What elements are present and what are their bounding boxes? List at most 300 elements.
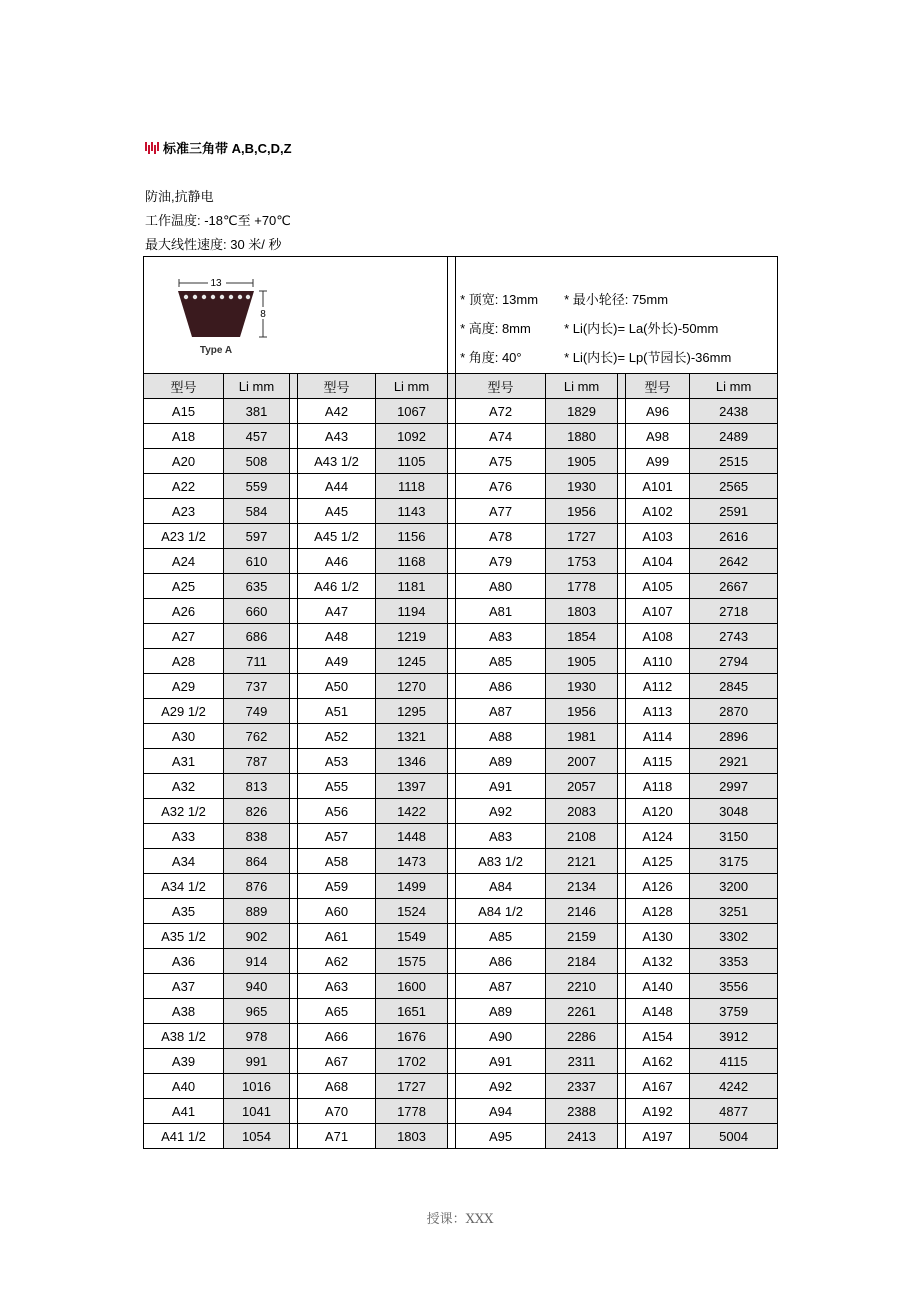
length-cell: 2337 [546,1074,618,1099]
model-cell: A80 [456,574,546,599]
column-separator [618,1099,626,1124]
column-separator [448,1099,456,1124]
model-cell: A42 [298,399,376,424]
length-cell: 2870 [690,699,778,724]
column-separator [290,499,298,524]
table-row [144,1124,778,1149]
model-cell: A41 [144,1099,224,1124]
model-cell: A85 [456,649,546,674]
column-separator [448,824,456,849]
column-separator [448,524,456,549]
column-separator [448,749,456,774]
model-cell: A52 [298,724,376,749]
length-cell: 1803 [376,1124,448,1149]
length-cell: 610 [224,549,290,574]
column-separator [290,799,298,824]
length-cell: 1295 [376,699,448,724]
model-cell: A114 [626,724,690,749]
length-cell: 1422 [376,799,448,824]
model-cell: A59 [298,874,376,899]
column-separator [448,574,456,599]
length-cell: 1905 [546,649,618,674]
length-cell: 3759 [690,999,778,1024]
column-separator [448,674,456,699]
length-cell: 686 [224,624,290,649]
model-cell: A110 [626,649,690,674]
specs-cell [456,257,778,374]
column-separator [290,1124,298,1149]
model-cell: A45 1/2 [298,524,376,549]
length-cell: 2007 [546,749,618,774]
model-cell: A103 [626,524,690,549]
length-cell: 1524 [376,899,448,924]
model-cell: A167 [626,1074,690,1099]
length-cell: 3251 [690,899,778,924]
model-cell: A38 [144,999,224,1024]
length-cell: 1321 [376,724,448,749]
column-separator [290,674,298,699]
length-cell: 1397 [376,774,448,799]
length-cell: 1194 [376,599,448,624]
column-separator [618,774,626,799]
length-cell: 762 [224,724,290,749]
length-cell: 1956 [546,499,618,524]
model-cell: A33 [144,824,224,849]
length-cell: 1270 [376,674,448,699]
table-row [144,524,778,549]
model-cell: A104 [626,549,690,574]
column-separator [618,374,626,399]
length-cell: 991 [224,1049,290,1074]
diagram-height-label: 8 [260,309,266,320]
diagram-caption: Type A [199,345,233,356]
table-row [144,799,778,824]
length-cell: 5004 [690,1124,778,1149]
model-cell: A66 [298,1024,376,1049]
model-cell: A78 [456,524,546,549]
length-cell: 2159 [546,924,618,949]
length-cell: 2515 [690,449,778,474]
column-separator [618,974,626,999]
header-model: 型号 [298,374,376,399]
length-cell: 4242 [690,1074,778,1099]
column-separator [290,549,298,574]
column-separator [290,874,298,899]
length-cell: 3048 [690,799,778,824]
length-cell: 2896 [690,724,778,749]
length-cell: 2438 [690,399,778,424]
model-cell: A27 [144,624,224,649]
model-cell: A83 1/2 [456,849,546,874]
column-separator [290,424,298,449]
length-cell: 2286 [546,1024,618,1049]
column-separator [618,399,626,424]
length-cell: 3302 [690,924,778,949]
feature-line: 防油,抗静电 [145,189,214,204]
length-cell: 1219 [376,624,448,649]
footer-text: 授课：XXX [426,1212,494,1227]
length-cell: 2997 [690,774,778,799]
column-separator [448,549,456,574]
model-cell: A87 [456,699,546,724]
length-cell: 2210 [546,974,618,999]
model-cell: A192 [626,1099,690,1124]
column-separator [290,1074,298,1099]
column-separator [290,1049,298,1074]
table-row [144,599,778,624]
length-cell: 1753 [546,549,618,574]
length-cell: 940 [224,974,290,999]
model-cell: A18 [144,424,224,449]
model-cell: A39 [144,1049,224,1074]
length-cell: 2134 [546,874,618,899]
column-separator [618,924,626,949]
model-cell: A28 [144,649,224,674]
column-separator [618,899,626,924]
column-separator [448,649,456,674]
length-cell: 914 [224,949,290,974]
model-cell: A41 1/2 [144,1124,224,1149]
header-li-mm: Li mm [690,374,778,399]
column-separator [290,374,298,399]
column-separator [448,499,456,524]
model-cell: A75 [456,449,546,474]
table-row [144,749,778,774]
length-cell: 3175 [690,849,778,874]
column-separator [290,949,298,974]
v-belt-cross-section-diagram [174,273,304,373]
model-cell: A65 [298,999,376,1024]
length-cell: 3556 [690,974,778,999]
table-row [144,924,778,949]
model-cell: A98 [626,424,690,449]
model-cell: A89 [456,999,546,1024]
model-cell: A23 1/2 [144,524,224,549]
model-cell: A36 [144,949,224,974]
model-cell: A140 [626,974,690,999]
length-cell: 826 [224,799,290,824]
column-separator [618,799,626,824]
model-cell: A101 [626,474,690,499]
model-cell: A35 [144,899,224,924]
length-cell: 1054 [224,1124,290,1149]
column-separator [290,524,298,549]
column-separator [618,1049,626,1074]
model-cell: A71 [298,1124,376,1149]
column-separator [618,674,626,699]
model-cell: A47 [298,599,376,624]
model-cell: A130 [626,924,690,949]
column-separator [618,449,626,474]
column-separator [448,474,456,499]
model-cell: A105 [626,574,690,599]
column-separator [448,1074,456,1099]
model-cell: A90 [456,1024,546,1049]
header-model: 型号 [144,374,224,399]
length-cell: 749 [224,699,290,724]
table-row [144,974,778,999]
column-separator [448,974,456,999]
model-cell: A96 [626,399,690,424]
model-cell: A79 [456,549,546,574]
model-cell: A91 [456,1049,546,1074]
column-separator [448,424,456,449]
column-separator [290,774,298,799]
column-separator [448,874,456,899]
model-cell: A24 [144,549,224,574]
length-cell: 1181 [376,574,448,599]
spec-top-width: * 顶宽: 13mm [460,292,539,307]
column-separator [448,599,456,624]
model-cell: A40 [144,1074,224,1099]
header-li-mm: Li mm [546,374,618,399]
model-cell: A34 [144,849,224,874]
length-cell: 1105 [376,449,448,474]
length-cell: 1778 [376,1099,448,1124]
length-cell: 1930 [546,474,618,499]
model-cell: A62 [298,949,376,974]
length-cell: 1041 [224,1099,290,1124]
model-cell: A124 [626,824,690,849]
model-cell: A83 [456,624,546,649]
model-cell: A31 [144,749,224,774]
column-separator [290,449,298,474]
length-cell: 3200 [690,874,778,899]
model-cell: A46 1/2 [298,574,376,599]
table-row [144,399,778,424]
model-cell: A44 [298,474,376,499]
column-separator [448,899,456,924]
table-row [144,724,778,749]
model-cell: A15 [144,399,224,424]
column-separator [448,624,456,649]
length-cell: 1168 [376,549,448,574]
model-cell: A95 [456,1124,546,1149]
model-cell: A55 [298,774,376,799]
table-row [144,424,778,449]
column-separator [448,374,456,399]
model-cell: A87 [456,974,546,999]
length-cell: 1549 [376,924,448,949]
table-row [144,674,778,699]
belt-spec-table [143,256,778,1149]
length-cell: 584 [224,499,290,524]
column-separator [618,1124,626,1149]
column-separator [448,449,456,474]
column-separator [618,424,626,449]
model-cell: A132 [626,949,690,974]
table-row [144,1074,778,1099]
column-separator [290,999,298,1024]
model-cell: A63 [298,974,376,999]
column-separator [618,599,626,624]
spec-min-pulley: * 最小轮径: 75mm [564,292,669,307]
model-cell: A43 [298,424,376,449]
length-cell: 978 [224,1024,290,1049]
column-separator [290,749,298,774]
model-cell: A34 1/2 [144,874,224,899]
model-cell: A32 [144,774,224,799]
length-cell: 965 [224,999,290,1024]
column-separator [290,974,298,999]
length-cell: 902 [224,924,290,949]
length-cell: 1803 [546,599,618,624]
model-cell: A86 [456,674,546,699]
length-cell: 1473 [376,849,448,874]
length-cell: 1905 [546,449,618,474]
length-cell: 3353 [690,949,778,974]
table-row [144,849,778,874]
length-cell: 1880 [546,424,618,449]
column-separator [618,999,626,1024]
model-cell: A29 1/2 [144,699,224,724]
column-separator [448,724,456,749]
model-cell: A81 [456,599,546,624]
model-cell: A51 [298,699,376,724]
model-cell: A35 1/2 [144,924,224,949]
header-model: 型号 [626,374,690,399]
length-cell: 2388 [546,1099,618,1124]
model-cell: A45 [298,499,376,524]
column-separator [448,1049,456,1074]
length-cell: 711 [224,649,290,674]
length-cell: 635 [224,574,290,599]
length-cell: 1016 [224,1074,290,1099]
length-cell: 1499 [376,874,448,899]
column-separator [448,999,456,1024]
column-separator [448,399,456,424]
length-cell: 1829 [546,399,618,424]
length-cell: 1727 [546,524,618,549]
length-cell: 1143 [376,499,448,524]
model-cell: A108 [626,624,690,649]
length-cell: 1778 [546,574,618,599]
table-row [144,699,778,724]
column-separator [618,849,626,874]
model-cell: A77 [456,499,546,524]
column-separator [290,599,298,624]
model-cell: A48 [298,624,376,649]
length-cell: 2794 [690,649,778,674]
length-cell: 2108 [546,824,618,849]
model-cell: A107 [626,599,690,624]
spec-li-lp: * Li(内长)= Lp(节园长)-36mm [564,350,732,365]
feature-line: 最大线性速度: 30 米/ 秒 [145,237,282,252]
bars-logo-icon [145,140,161,156]
model-cell: A76 [456,474,546,499]
length-cell: 660 [224,599,290,624]
length-cell: 1981 [546,724,618,749]
length-cell: 813 [224,774,290,799]
column-separator [618,824,626,849]
table-row [144,999,778,1024]
length-cell: 889 [224,899,290,924]
column-separator [290,399,298,424]
model-cell: A120 [626,799,690,824]
table-row [144,549,778,574]
table-row [144,1049,778,1074]
model-cell: A68 [298,1074,376,1099]
model-cell: A126 [626,874,690,899]
length-cell: 2057 [546,774,618,799]
table-row [144,949,778,974]
table-row [144,899,778,924]
table-header-row [144,374,778,399]
model-cell: A85 [456,924,546,949]
length-cell: 4877 [690,1099,778,1124]
column-separator [618,874,626,899]
column-separator [448,799,456,824]
model-cell: A37 [144,974,224,999]
column-separator [290,1099,298,1124]
diagram-top-width-label: 13 [210,278,222,289]
length-cell: 381 [224,399,290,424]
column-separator [290,574,298,599]
table-row [144,1024,778,1049]
model-cell: A38 1/2 [144,1024,224,1049]
length-cell: 1930 [546,674,618,699]
column-separator [448,699,456,724]
length-cell: 2413 [546,1124,618,1149]
length-cell: 2743 [690,624,778,649]
length-cell: 2146 [546,899,618,924]
model-cell: A70 [298,1099,376,1124]
model-cell: A102 [626,499,690,524]
column-separator [618,624,626,649]
length-cell: 2921 [690,749,778,774]
model-cell: A57 [298,824,376,849]
model-cell: A61 [298,924,376,949]
column-separator [290,649,298,674]
model-cell: A115 [626,749,690,774]
model-cell: A22 [144,474,224,499]
length-cell: 2718 [690,599,778,624]
table-row [144,624,778,649]
model-cell: A86 [456,949,546,974]
column-separator [448,774,456,799]
length-cell: 4115 [690,1049,778,1074]
length-cell: 1727 [376,1074,448,1099]
model-cell: A112 [626,674,690,699]
length-cell: 1092 [376,424,448,449]
spec-angle: * 角度: 40° [460,350,522,365]
column-separator [448,949,456,974]
column-separator [618,499,626,524]
length-cell: 1702 [376,1049,448,1074]
column-separator [618,699,626,724]
length-cell: 2261 [546,999,618,1024]
model-cell: A60 [298,899,376,924]
column-separator [290,624,298,649]
column-separator [290,699,298,724]
page-title [145,138,292,157]
column-separator [290,724,298,749]
length-cell: 2489 [690,424,778,449]
column-separator [618,574,626,599]
model-cell: A92 [456,799,546,824]
length-cell: 1600 [376,974,448,999]
table-row [144,1099,778,1124]
column-separator [448,257,456,374]
model-cell: A125 [626,849,690,874]
column-separator [618,549,626,574]
length-cell: 2667 [690,574,778,599]
model-cell: A91 [456,774,546,799]
column-separator [290,899,298,924]
model-cell: A128 [626,899,690,924]
model-cell: A162 [626,1049,690,1074]
length-cell: 3912 [690,1024,778,1049]
